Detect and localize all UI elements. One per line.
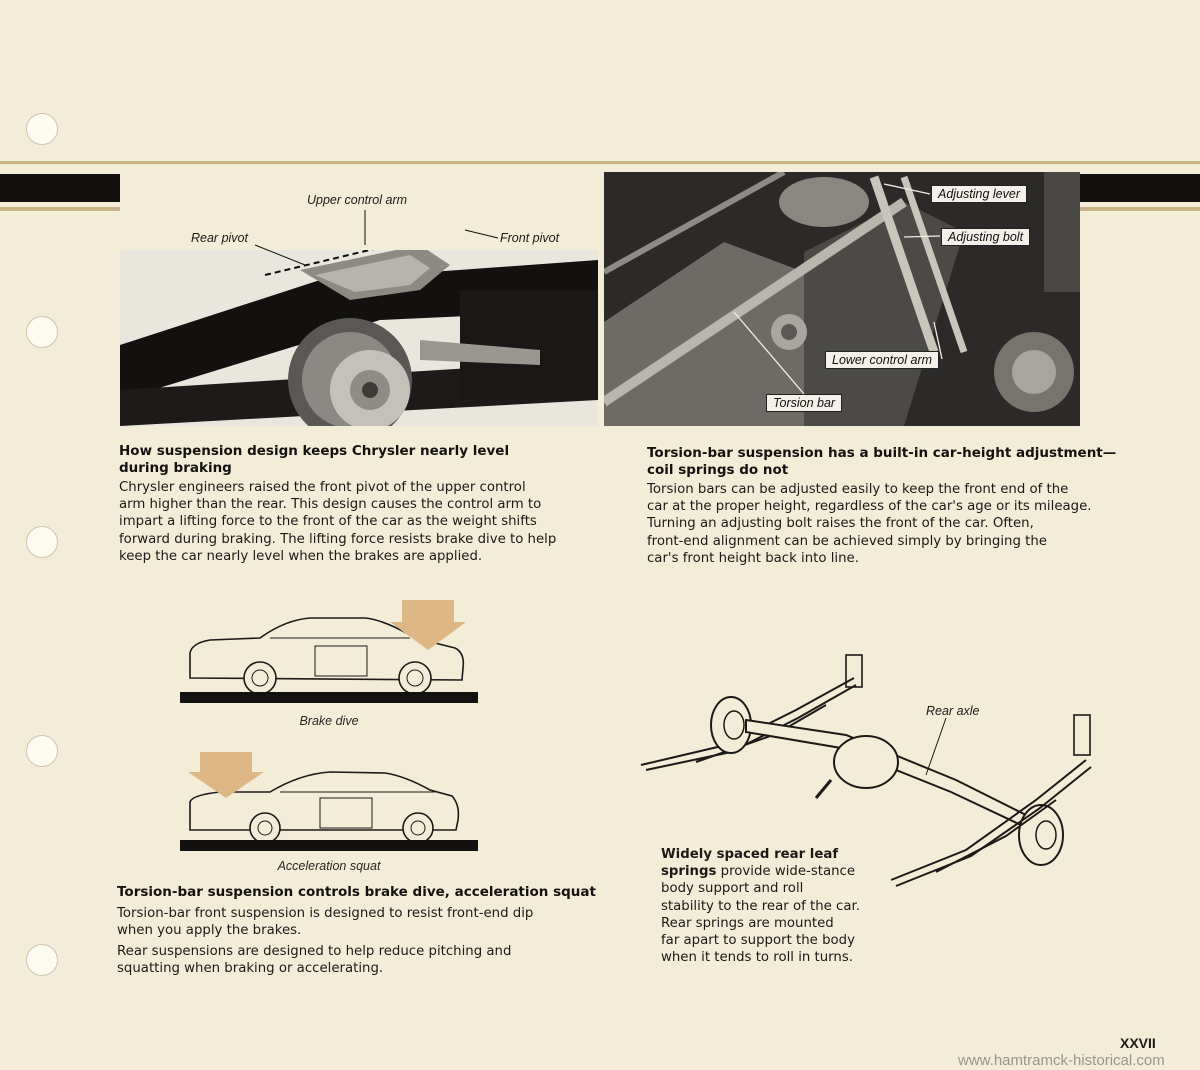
body-line: Torsion bars can be adjusted easily to keep the front end of the	[647, 482, 1069, 497]
binder-hole	[26, 526, 58, 558]
body-line: impart a lifting force to the front of the car as the weight shifts	[119, 514, 537, 530]
left-heading	[119, 443, 509, 477]
left-heading-line: during braking	[119, 460, 232, 476]
left-gold-rule	[0, 207, 120, 211]
acceleration-squat-caption: Acceleration squat	[277, 859, 381, 873]
right-gold-rule	[1080, 207, 1200, 211]
rear-springs-text	[661, 846, 860, 966]
label-rear-pivot: Rear pivot	[191, 231, 248, 245]
label-rear-axle: Rear axle	[926, 704, 980, 718]
left-black-bar	[0, 174, 120, 202]
left-heading-line: How suspension design keeps Chrysler nearly level	[119, 443, 510, 459]
rear-springs-line-rest: provide wide-stance	[716, 864, 856, 880]
label-adjusting-bolt: Adjusting bolt	[941, 228, 1030, 246]
label-lower-control-arm: Lower control arm	[825, 351, 939, 369]
body-line: arm higher than the rear. This design causes the control arm to	[119, 497, 542, 513]
body-line: car at the proper height, regardless of the car's age or its mileage.	[647, 499, 1092, 515]
bottom-left-heading: Torsion-bar suspension controls brake dive, acceleration squat	[117, 884, 596, 900]
right-heading-line: coil springs do not	[647, 462, 789, 478]
body-line: Torsion-bar front suspension is designed to resist front-end dip	[117, 906, 534, 921]
body-line: far apart to support the body	[661, 933, 855, 949]
leader-lines-right	[604, 172, 1080, 426]
label-adjusting-lever: Adjusting lever	[931, 185, 1027, 203]
label-torsion-bar: Torsion bar	[766, 394, 842, 412]
body-line: keep the car nearly level when the brakes are applied.	[119, 548, 483, 564]
body-line: Rear suspensions are designed to help reduce pitching and	[117, 944, 512, 959]
body-line: forward during braking. The lifting force resists brake dive to help	[119, 531, 557, 547]
binder-hole	[26, 735, 58, 767]
body-line: stability to the rear of the car.	[661, 898, 860, 914]
body-line: Chrysler engineers raised the front pivot of the upper control	[119, 480, 526, 495]
leader-lines-left	[120, 190, 600, 280]
body-line: front-end alignment can be achieved simply by bringing the	[647, 533, 1047, 549]
body-line: car's front height back into line.	[647, 550, 859, 566]
left-body	[119, 479, 556, 565]
brake-dive-ground	[180, 692, 478, 703]
body-line: when you apply the brakes.	[117, 923, 302, 939]
body-line: body support and roll	[661, 881, 804, 897]
page-number: XXVII	[1120, 1035, 1156, 1051]
brake-dive-caption: Brake dive	[299, 714, 359, 728]
body-line: Rear springs are mounted	[661, 915, 834, 931]
arrow-shape	[188, 752, 264, 798]
down-arrow-icon	[388, 600, 468, 650]
binder-hole	[26, 316, 58, 348]
bottom-left-para2	[117, 943, 511, 977]
binder-hole	[26, 113, 58, 145]
label-upper-control-arm: Upper control arm	[307, 193, 408, 207]
body-line: Turning an adjusting bolt raises the front of the car. Often,	[647, 516, 1034, 532]
right-heading-line: Torsion-bar suspension has a built-in car-height adjustment—	[647, 445, 1117, 461]
right-body	[647, 481, 1092, 567]
rear-springs-heading-line: Widely spaced rear leaf	[661, 847, 839, 862]
binder-hole	[26, 944, 58, 976]
rear-springs-bold-word: springs	[661, 864, 717, 880]
top-rule	[0, 161, 1200, 164]
label-front-pivot: Front pivot	[500, 231, 560, 245]
right-heading	[647, 445, 1116, 479]
body-line: squatting when braking or accelerating.	[117, 961, 384, 977]
arrow-shape	[390, 600, 466, 650]
body-line: when it tends to roll in turns.	[661, 950, 853, 966]
bottom-left-para1	[117, 905, 533, 939]
watermark: www.hamtramck-historical.com	[958, 1052, 1165, 1069]
down-arrow-icon	[186, 752, 266, 798]
right-black-bar	[1080, 174, 1200, 202]
acceleration-squat-ground	[180, 840, 478, 851]
rear-springs-line	[661, 863, 860, 880]
